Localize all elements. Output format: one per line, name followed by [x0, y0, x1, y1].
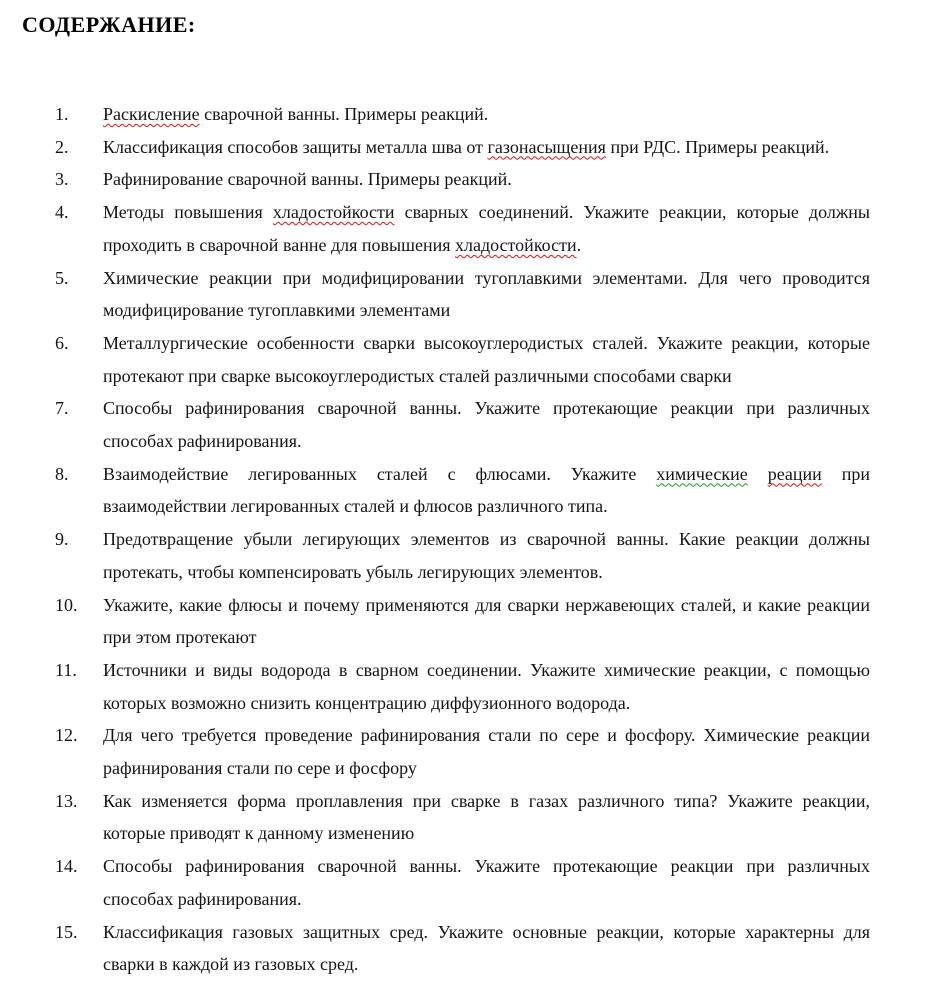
toc-list: [55, 98, 870, 981]
text-run: .: [576, 234, 582, 255]
toc-item: [55, 262, 870, 327]
item-number: 7.: [55, 398, 69, 419]
item-text: [103, 333, 870, 386]
item-text: [103, 398, 870, 451]
text-run: Рафинирование сварочной ванны. Примеры реакций.: [103, 169, 512, 190]
toc-item: [55, 98, 870, 131]
spellcheck-underlined-word: хладостойкости: [454, 234, 577, 255]
item-number: 8.: [55, 463, 69, 484]
toc-item: [55, 589, 870, 654]
text-run: Укажите, какие флюсы и почему применяются для сварки нержавеющих сталей, и какие реакции при этом протекают: [103, 594, 870, 648]
item-text: [103, 104, 488, 124]
toc-item: [55, 719, 870, 784]
item-text: [103, 137, 829, 157]
item-number: 13.: [55, 790, 78, 811]
toc-item: [55, 131, 870, 164]
text-run: Методы повышения: [103, 202, 273, 223]
item-text: [103, 660, 870, 713]
text-run: при взаимодействии легированных сталей и флюсов различного типа.: [103, 463, 871, 517]
text-run: Классификация газовых защитных сред. Укажите основные реакции, которые характерны для сварки в каждой из газовых сред.: [103, 921, 870, 975]
text-run: Химические реакции при модифицировании тугоплавкими элементами. Для чего проводится модифицирование тугоплавкими элементами: [103, 267, 870, 321]
toc-item: [55, 654, 870, 719]
item-number: 2.: [55, 136, 69, 157]
item-text: [103, 791, 870, 844]
item-text: [103, 169, 512, 189]
toc-item: [55, 392, 870, 457]
item-number: 10.: [55, 594, 78, 615]
spellcheck-underlined-word: газонасыщения: [487, 136, 606, 157]
toc-item: [55, 163, 870, 196]
toc-item: [55, 458, 870, 523]
toc-item: [55, 523, 870, 588]
text-run: Источники и виды водорода в сварном соединении. Укажите химические реакции, с помощью которых возможно снизить концентрацию диффузионного водорода.: [103, 659, 870, 713]
item-number: 5.: [55, 267, 69, 288]
text-run: Способы рафинирования сварочной ванны. Укажите протекающие реакции при различных способах рафинирования.: [103, 856, 870, 909]
item-number: 3.: [55, 169, 69, 190]
item-text: [103, 529, 870, 582]
page-title: СОДЕРЖАНИЕ:: [22, 12, 196, 37]
toc-item: [55, 916, 870, 981]
item-text: [103, 922, 870, 975]
text-run: Способы рафинирования сварочной ванны. Укажите протекающие реакции при различных способах рафинирования.: [103, 398, 870, 452]
item-number: 1.: [55, 104, 69, 124]
toc-item: [55, 850, 870, 915]
item-number: 9.: [55, 529, 69, 550]
toc-item: [55, 785, 870, 850]
text-run: сварных соединений. Укажите реакции, которые должны проходить в сварочной ванне для повышения: [103, 202, 870, 255]
text-run: Для чего требуется проведение рафинирования стали по сере и фосфору. Химические реакции рафинирования стали по сере и фосфору: [103, 725, 870, 779]
item-text: [103, 464, 870, 517]
text-run: Взаимодействие легированных сталей с флюсами. Укажите: [103, 463, 657, 484]
item-number: 6.: [55, 332, 69, 353]
spellcheck-underlined-word: Раскисление: [103, 104, 200, 124]
grammar-underlined-word: химические: [656, 463, 748, 484]
text-run: Как изменяется форма проплавления при сварке в газах различного типа? Укажите реакции, которые приводят к данному изменению: [103, 790, 870, 844]
text-run: при РДС. Примеры реакций.: [605, 136, 830, 157]
text-run: Классификация способов защиты металла шва от: [103, 136, 488, 157]
item-number: 12.: [55, 725, 78, 746]
item-number: 14.: [55, 856, 78, 877]
item-text: [103, 725, 870, 778]
item-text: [103, 595, 870, 648]
toc-item: [55, 327, 870, 392]
text-run: сварочной ванны. Примеры реакций.: [199, 104, 489, 124]
toc-item: [55, 196, 870, 261]
item-text: [103, 268, 870, 321]
spellcheck-underlined-word: реации: [767, 463, 822, 484]
item-text: [103, 202, 870, 255]
item-number: 4.: [55, 202, 69, 223]
text-run: [748, 464, 768, 484]
item-number: 11.: [55, 659, 77, 680]
text-run: Предотвращение убыли легирующих элементов из сварочной ванны. Какие реакции должны протекать, чтобы компенсировать убыль легирующих элементов.: [103, 529, 870, 582]
item-text: [103, 856, 870, 909]
spellcheck-underlined-word: хладостойкости: [272, 202, 395, 223]
item-number: 15.: [55, 921, 78, 942]
text-run: Металлургические особенности сварки высокоуглеродистых сталей. Укажите реакции, которые протекают при сварке высокоуглеродистых сталей различными способами сварки: [103, 332, 870, 386]
